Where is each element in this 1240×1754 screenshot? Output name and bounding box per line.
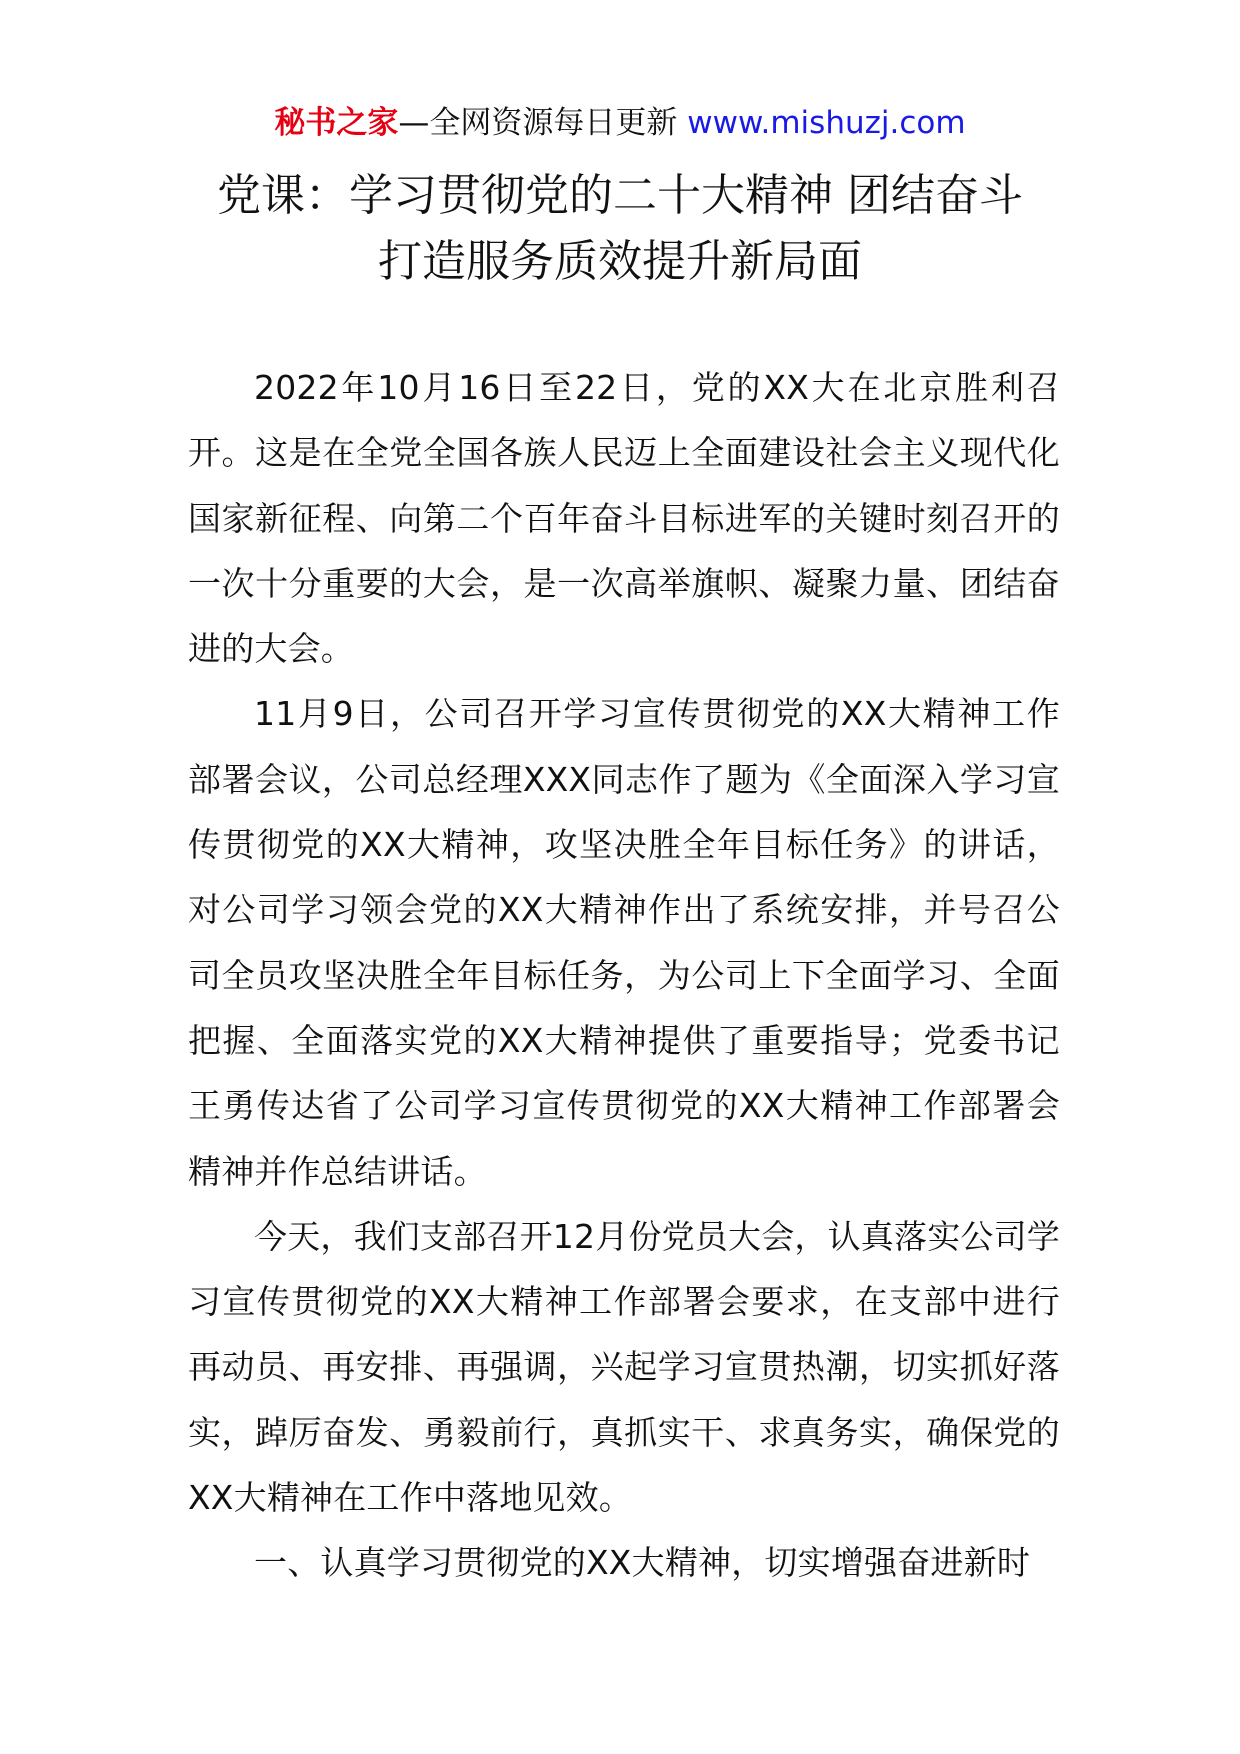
document-body bbox=[188, 355, 1060, 1596]
site-header bbox=[0, 100, 1240, 146]
paragraph-3: 今天，我们支部召开12月份党员大会，认真落实公司学习宣传贯彻党的XX大精神工作部署会要求，在支部中进行再动员、再安排、再强调，兴起学习宣贯热潮，切实抓好落实，踔厉奋发、勇毅前行，真抓实干、求真务实，确保党的XX大精神在工作中落地见效。 bbox=[188, 1216, 1060, 1518]
paragraph-2: 11月9日，公司召开学习宣传贯彻党的XX大精神工作部署会议，公司总经理XXX同志作了题为《全面深入学习宣传贯彻党的XX大精神，攻坚决胜全年目标任务》的讲话，对公司学习领会党的XX大精神作出了系统安排，并号召公司全员攻坚决胜全年目标任务，为公司上下全面学习、全面把握、全面落实党的XX大精神提供了重要指导；党委书记王勇传达省了公司学习宣传贯彻党的XX大精神工作部署会精神并作总结讲话。 bbox=[188, 694, 1060, 1191]
document-title bbox=[0, 163, 1240, 295]
site-url-link[interactable]: www.mishuzj.com bbox=[687, 105, 966, 141]
header-tagline: —全网资源每日更新 bbox=[398, 105, 688, 141]
paragraph-1: 2022年10月16日至22日，党的XX大在北京胜利召开。这是在全党全国各族人民迈上全面建设社会主义现代化国家新征程、向第二个百年奋斗目标进军的关键时刻召开的一次十分重要的大会，是一次高举旗帜、凝聚力量、团结奋进的大会。 bbox=[188, 368, 1060, 669]
brand-name: 秘书之家 bbox=[274, 105, 399, 141]
title-line-2: 打造服务质效提升新局面 bbox=[378, 236, 862, 287]
section-heading-1: 一、认真学习贯彻党的XX大精神，切实增强奋进新时 bbox=[254, 1543, 1031, 1583]
title-line-1: 党课：学习贯彻党的二十大精神 团结奋斗 bbox=[217, 170, 1023, 221]
